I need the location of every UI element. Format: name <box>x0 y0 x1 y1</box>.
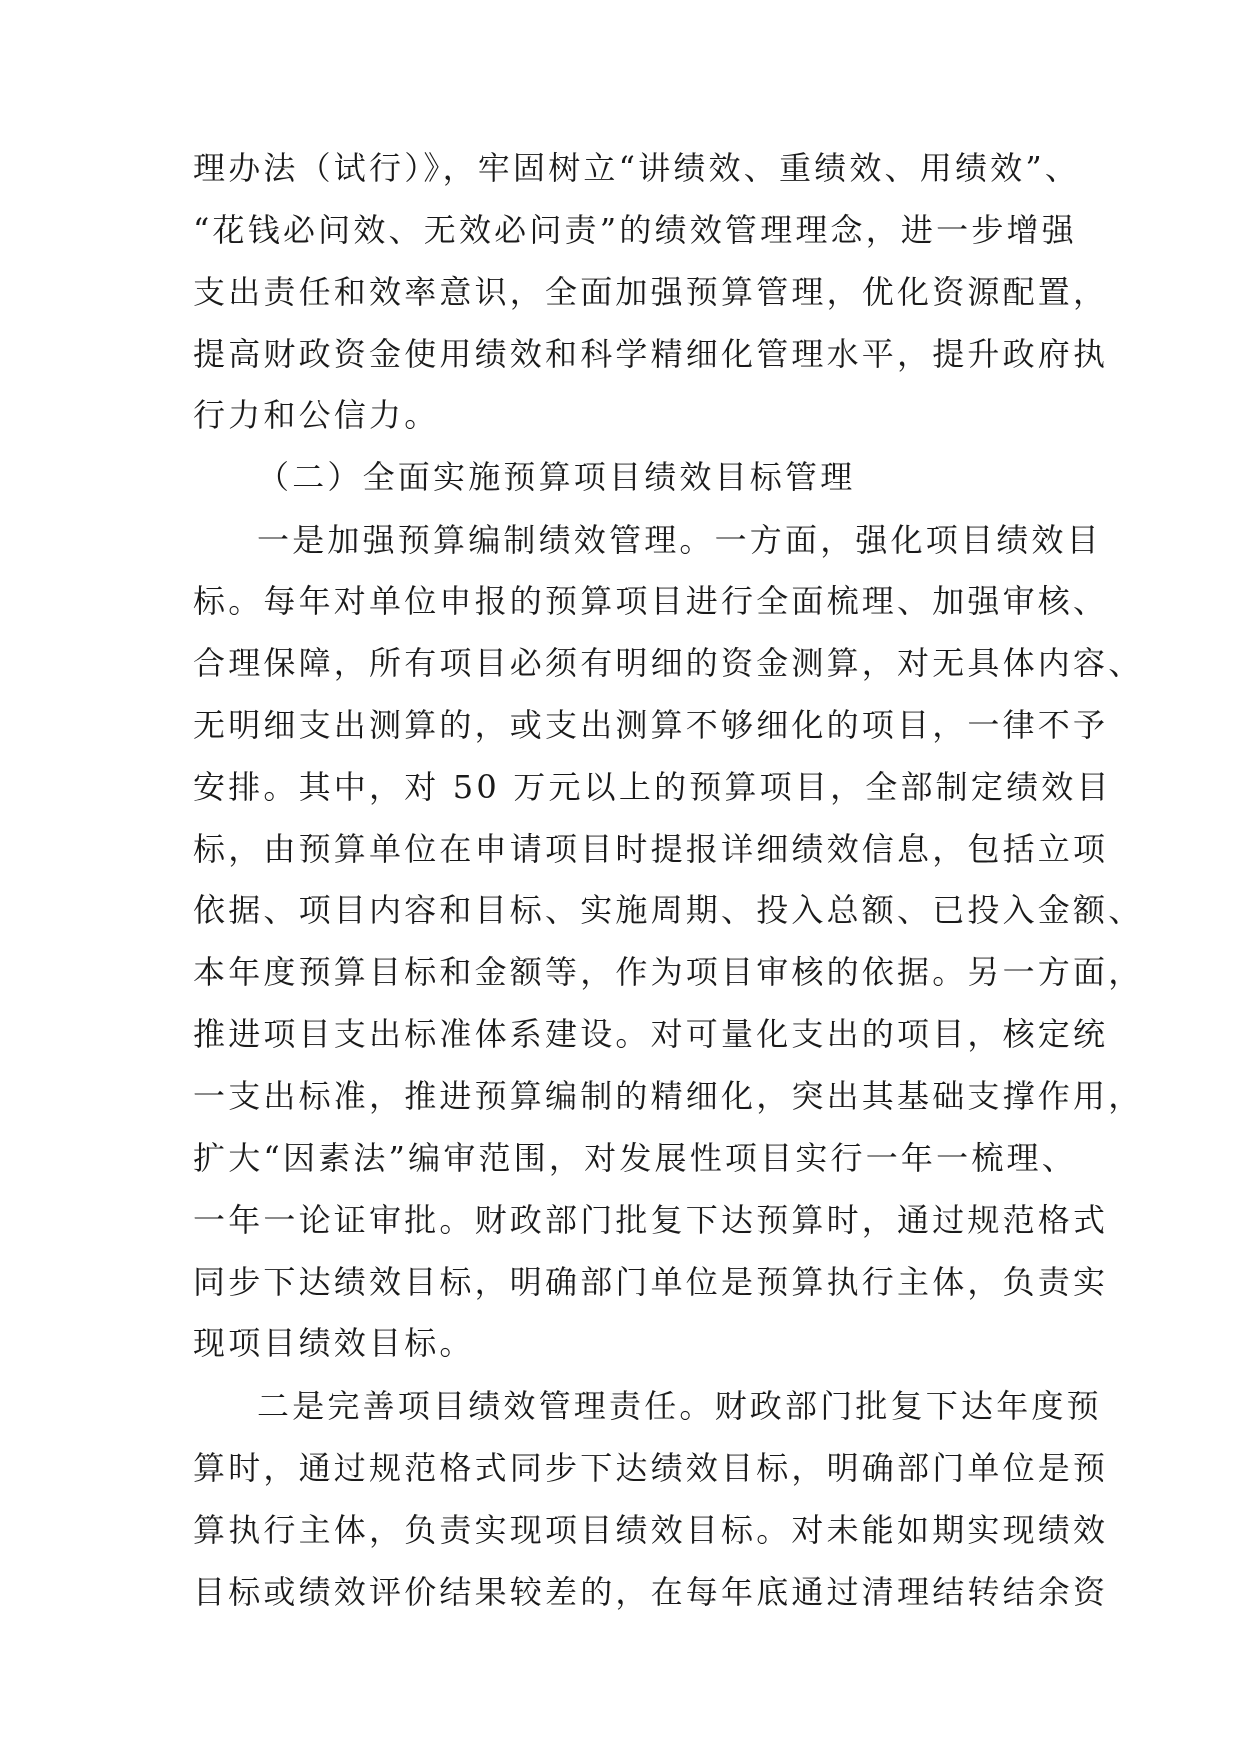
text-line: 一是加强预算编制绩效管理。一方面，强化项目绩效目 <box>257 521 1102 559</box>
text-line: 现项目绩效目标。 <box>193 1324 475 1362</box>
text-line: 合理保障，所有项目必须有明细的资金测算，对无具体内容、 <box>193 644 1144 682</box>
text-line: 本年度预算目标和金额等，作为项目审核的依据。另一方面， <box>193 953 1144 991</box>
section-heading: （二）全面实施预算项目绩效目标管理 <box>257 458 856 496</box>
text-line: 算执行主体，负责实现项目绩效目标。对未能如期实现绩效 <box>193 1511 1109 1549</box>
text-line: 扩大“因素法”编审范围，对发展性项目实行一年一梳理、 <box>193 1139 1077 1177</box>
text-line: 目标或绩效评价结果较差的，在每年底通过清理结转结余资 <box>193 1573 1109 1611</box>
text-line: 同步下达绩效目标，明确部门单位是预算执行主体，负责实 <box>193 1263 1109 1301</box>
text-line: 理办法（试行）》，牢固树立“讲绩效、重绩效、用绩效”、 <box>193 149 1081 187</box>
text-line: “花钱必问效、无效必问责”的绩效管理理念，进一步增强 <box>193 211 1077 249</box>
text-line: 标。每年对单位申报的预算项目进行全面梳理、加强审核、 <box>193 582 1109 620</box>
text-line: 提高财政资金使用绩效和科学精细化管理水平，提升政府执 <box>193 335 1109 373</box>
text-line: 推进项目支出标准体系建设。对可量化支出的项目，核定统 <box>193 1015 1109 1053</box>
text-line: 无明细支出测算的，或支出测算不够细化的项目，一律不予 <box>193 706 1109 744</box>
text-line: 一年一论证审批。财政部门批复下达预算时，通过规范格式 <box>193 1201 1109 1239</box>
text-line: 依据、项目内容和目标、实施周期、投入总额、已投入金额、 <box>193 891 1144 929</box>
text-line: 安排。其中，对 50 万元以上的预算项目，全部制定绩效目 <box>193 768 1112 806</box>
text-line: 行力和公信力。 <box>193 396 440 434</box>
text-line: 二是完善项目绩效管理责任。财政部门批复下达年度预 <box>257 1387 1102 1425</box>
text-line: 一支出标准，推进预算编制的精细化，突出其基础支撑作用， <box>193 1077 1144 1115</box>
text-line: 算时，通过规范格式同步下达绩效目标，明确部门单位是预 <box>193 1449 1109 1487</box>
text-line: 支出责任和效率意识，全面加强预算管理，优化资源配置， <box>193 273 1109 311</box>
text-line: 标，由预算单位在申请项目时提报详细绩效信息，包括立项 <box>193 830 1109 868</box>
